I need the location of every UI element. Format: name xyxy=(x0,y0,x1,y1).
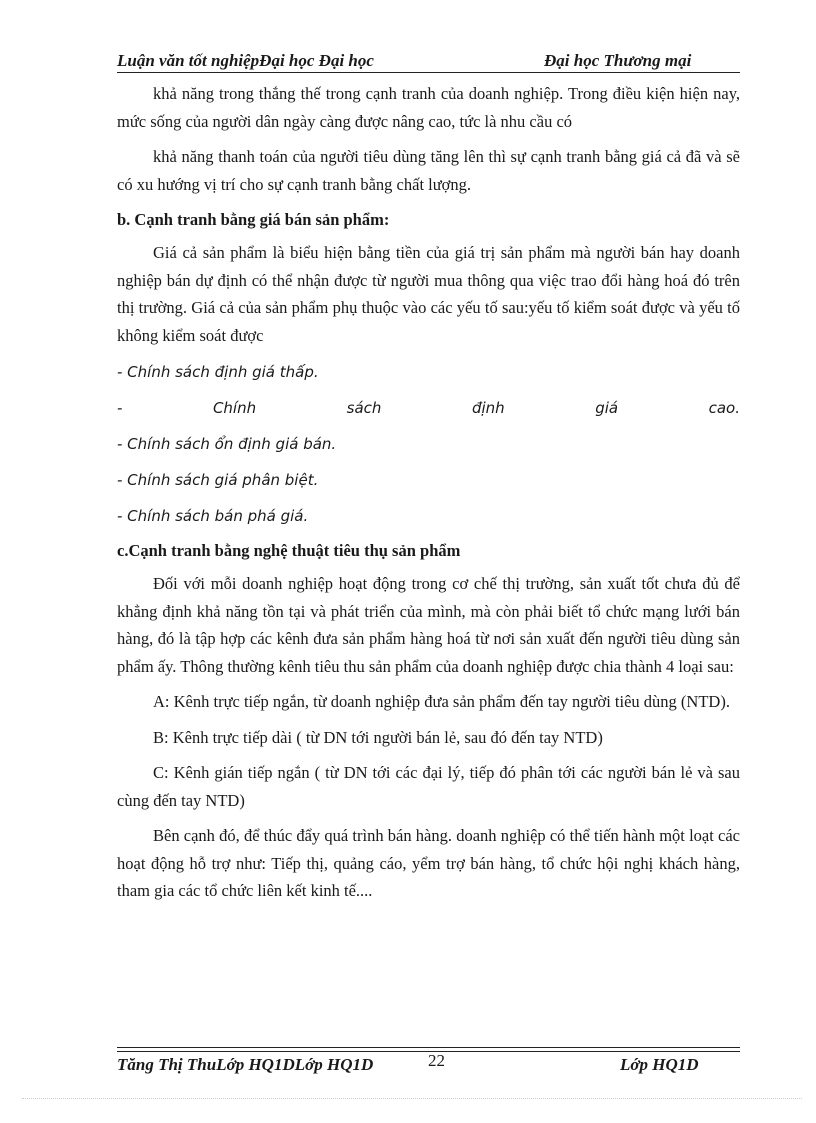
bullet-word: giá xyxy=(595,399,619,417)
bullet-stable-price-policy: - Chính sách ổn định giá bán. xyxy=(117,435,337,453)
header-thesis-title: Luận văn tốt nghiệpĐại học Đại học xyxy=(117,51,374,70)
bullet-word: cao. xyxy=(708,399,740,417)
paragraph-sales-support: Bên cạnh đó, để thúc đẩy quá trình bán hàng. doanh nghiệp có thể tiến hành một loạt các hoạt động hỗ trợ như: Tiếp thị, quảng cáo, yểm trợ bán hàng, tổ chức hội nghị khách hàng, tham gia các tổ chức liên kết kinh tế.... xyxy=(117,826,740,900)
footer-class: Lớp HQ1D xyxy=(620,1055,699,1074)
bullet-differential-price-policy: - Chính sách giá phân biệt. xyxy=(117,471,319,489)
bullet-word: sách xyxy=(346,399,382,417)
footer-author: Tăng Thị ThuLớp HQ1DLớp HQ1D xyxy=(117,1055,374,1074)
paragraph-payment-ability: khả năng thanh toán của người tiêu dùng tăng lên thì sự cạnh tranh bằng giá cả đã và sẽ có xu hướng vị trí cho sự cạnh tranh bằng chất lượng. xyxy=(117,147,740,194)
bullet-high-price-policy xyxy=(117,393,740,423)
bullet-low-price-policy: - Chính sách định giá thấp. xyxy=(117,363,319,381)
paragraph-sales-network: Đối với mỗi doanh nghiệp hoạt động trong cơ chế thị trường, sản xuất tốt chưa đủ để khẳng định khả năng tồn tại và phát triển của mình, mà còn phải biết tổ chức mạng lưới bán hàng, đó là tập hợp các kênh đưa sản phẩm hàng hoá từ nơi sản xuất đến người tiêu dùng sản phẩm ấy. Thông thường kênh tiêu thu sản phẩm của doanh nghiệp được chia thành 4 loại sau: xyxy=(117,574,740,676)
bullet-dumping-policy: - Chính sách bán phá giá. xyxy=(117,507,309,525)
bullet-word: định xyxy=(471,399,505,417)
paragraph-channel-b: B: Kênh trực tiếp dài ( từ DN tới người bán lẻ, sau đó đến tay NTD) xyxy=(153,727,603,747)
paragraph-price-definition: Giá cả sản phẩm là biểu hiện bằng tiền của giá trị sản phẩm mà người bán hay doanh nghiệp bán dự định có thể nhận được từ người mua thông qua việc trao đổi hàng hoá đó trên thị trường. Giá cả của sản phẩm phụ thuộc vào các yếu tố sau:yếu tố kiểm soát được và yếu tố không kiểm soát được xyxy=(117,243,740,345)
header-university: Đại học Thương mại xyxy=(544,51,692,70)
page-body xyxy=(117,80,740,913)
page-number: 22 xyxy=(428,1051,445,1070)
paragraph-competition-intro: khả năng trong thắng thế trong cạnh tranh của doanh nghiệp. Trong điều kiện hiện nay, mức sống của người dân ngày càng được nâng cao, tức là nhu cầu có xyxy=(117,84,740,131)
page-header xyxy=(117,50,740,73)
footer-rule-top xyxy=(117,1047,740,1048)
paragraph-channel-a: A: Kênh trực tiếp ngắn, từ doanh nghiệp đưa sản phẩm đến tay người tiêu dùng (NTD). xyxy=(153,692,730,711)
heading-sales-art-competition: c.Cạnh tranh bằng nghệ thuật tiêu thụ sản phẩm xyxy=(117,541,461,560)
heading-price-competition: b. Cạnh tranh bằng giá bán sản phẩm: xyxy=(117,210,390,229)
page-footer xyxy=(117,1053,740,1077)
bullet-word: Chính xyxy=(212,399,257,417)
paragraph-channel-c: C: Kênh gián tiếp ngắn ( từ DN tới các đại lý, tiếp đó phân tới các người bán lẻ và sau cùng đến tay NTD) xyxy=(117,763,740,810)
bullet-word: - xyxy=(117,399,123,417)
page-edge-divider xyxy=(22,1098,802,1099)
